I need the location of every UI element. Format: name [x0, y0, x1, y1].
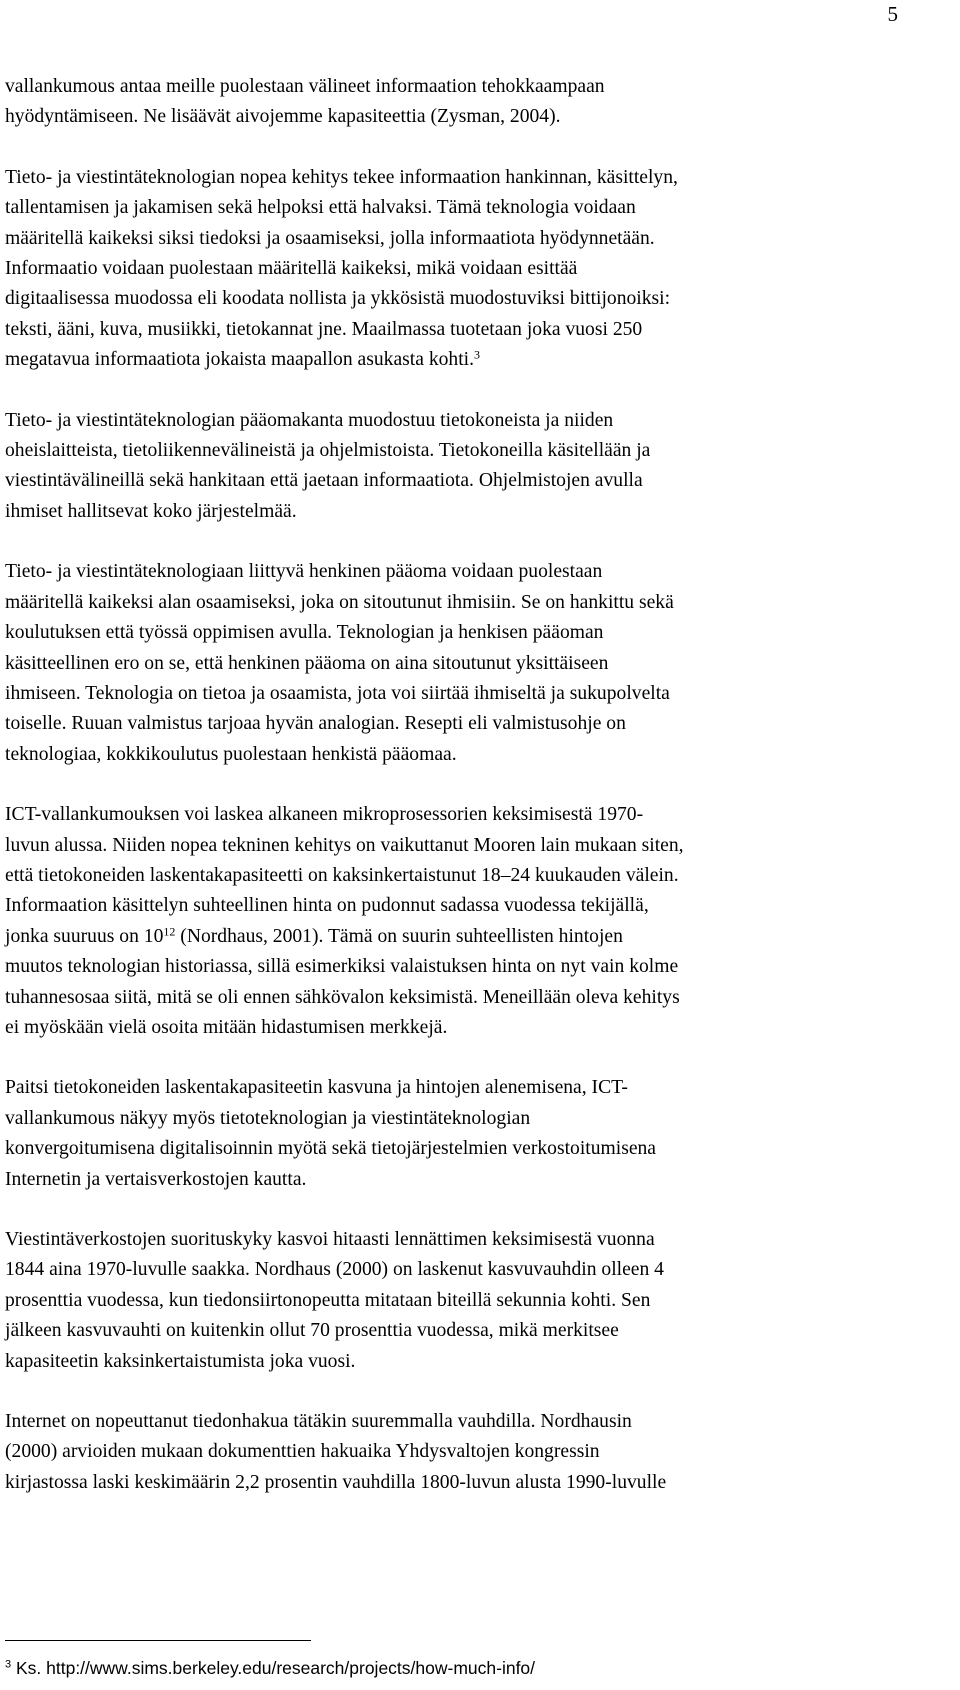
text-line: kirjastossa laski keskimäärin 2,2 prosentin vauhdilla 1800-luvun alusta 1990-luvulle [5, 1471, 667, 1493]
text-line: hyödyntämiseen. Ne lisäävät aivojemme kapasiteettia (Zysman, 2004). [5, 106, 561, 128]
text-line: ICT-vallankumouksen voi laskea alkaneen mikroprosessorien keksimisestä 1970- [5, 804, 644, 826]
text-line: konvergoitumisena digitalisoinnin myötä sekä tietojärjestelmien verkostoitumisena [5, 1138, 657, 1160]
text-line: Informaation käsittelyn suhteellinen hinta on pudonnut sadassa vuodessa tekijällä, [5, 895, 649, 917]
text-line: käsitteellinen ero on se, että henkinen pääoma on aina sitoutunut yksittäiseen [5, 652, 609, 674]
text-line: Internet on nopeuttanut tiedonhakua tätäkin suuremmalla vauhdilla. Nordhausin [5, 1411, 632, 1433]
text-line: luvun alussa. Niiden nopea tekninen kehitys on vaikuttanut Mooren lain mukaan siten, [5, 834, 684, 856]
paragraph-1 [5, 72, 905, 133]
footnote-divider [5, 1640, 311, 1641]
text-line: koulutuksen että työssä oppimisen avulla. Teknologian ja henkisen pääoman [5, 622, 604, 644]
text-line: prosenttia vuodessa, kun tiedonsiirtonopeutta mitataan biteillä sekunnia kohti. Sen [5, 1289, 651, 1311]
text-line: toiselle. Ruuan valmistus tarjoaa hyvän analogian. Resepti eli valmistusohje on [5, 713, 626, 735]
paragraph-3 [5, 406, 905, 528]
text-line-content: (Nordhaus, 2001). Tämä on suurin suhteellisten hintojen [175, 925, 623, 947]
text-line: ihmiseen. Teknologia on tietoa ja osaamista, jota voi siirtää ihmiseltä ja sukupolvelta [5, 682, 670, 704]
paragraph-7 [5, 1225, 905, 1377]
paragraph-4 [5, 557, 905, 770]
text-line: teknologiaa, kokkikoulutus puolestaan henkistä pääomaa. [5, 743, 457, 765]
text-line: kapasiteetin kaksinkertaistumista joka vuosi. [5, 1350, 356, 1372]
text-line: teksti, ääni, kuva, musiikki, tietokannat jne. Maailmassa tuotetaan joka vuosi 250 [5, 318, 643, 340]
text-line: tuhannesosaa siitä, mitä se oli ennen sähkövalon keksimistä. Meneillään oleva kehitys [5, 986, 680, 1008]
text-line: Tieto- ja viestintäteknologiaan liittyvä henkinen pääoma voidaan puolestaan [5, 561, 603, 583]
text-line: vallankumous antaa meille puolestaan välineet informaation tehokkaampaan [5, 76, 605, 97]
text-line: 1844 aina 1970-luvulle saakka. Nordhaus (2000) on laskenut kasvuvauhdin olleen 4 [5, 1259, 664, 1281]
text-line: muutos teknologian historiassa, sillä esimerkiksi valaistuksen hinta on nyt vain kolme [5, 956, 679, 978]
footnote-reference[interactable]: 3 [474, 347, 481, 362]
text-line: määritellä kaikeksi siksi tiedoksi ja osaamiseksi, jolla informaatiota hyödynnetään. [5, 227, 655, 249]
footnote [5, 1656, 535, 1680]
exponent: 12 [163, 924, 176, 939]
text-line: digitaalisessa muodossa eli koodata nollista ja ykkösistä muodostuviksi bittijonoiksi: [5, 288, 671, 310]
text-line: tallentamisen ja jakamisen sekä helpoksi että halvaksi. Tämä teknologia voidaan [5, 197, 636, 219]
text-line: Internetin ja vertaisverkostojen kautta. [5, 1168, 307, 1190]
text-line: että tietokoneiden laskentakapasiteetti on kaksinkertaistunut 18–24 kuukauden välein. [5, 864, 679, 886]
body-text [5, 72, 905, 1528]
text-line-content: jonka suuruus on 10 [5, 925, 164, 947]
text-line: Paitsi tietokoneiden laskentakapasiteetin kasvuna ja hintojen alenemisena, ICT- [5, 1077, 628, 1099]
text-line: Tieto- ja viestintäteknologian nopea kehitys tekee informaation hankinnan, käsittelyn, [5, 166, 678, 188]
text-line [5, 345, 905, 375]
text-line: jälkeen kasvuvauhti on kuitenkin ollut 70 prosenttia vuodessa, mikä merkitsee [5, 1320, 619, 1342]
page-number: 5 [887, 2, 898, 26]
text-line: Informaatio voidaan puolestaan määritellä kaikeksi, mikä voidaan esittää [5, 258, 578, 280]
paragraph-5 [5, 800, 905, 1043]
text-line: Tieto- ja viestintäteknologian pääomakanta muodostuu tietokoneista ja niiden [5, 409, 614, 431]
text-line: oheislaitteista, tietoliikennevälineistä ja ohjelmistoista. Tietokoneilla käsitellään ja [5, 440, 651, 462]
footnote-text[interactable]: Ks. http://www.sims.berkeley.edu/research/projects/how-much-info/ [11, 1658, 536, 1678]
text-line: (2000) arvioiden mukaan dokumenttien hakuaika Yhdysvaltojen kongressin [5, 1441, 600, 1463]
paragraph-6 [5, 1073, 905, 1195]
text-line: määritellä kaikeksi alan osaamiseksi, joka on sitoutunut ihmisiin. Se on hankittu sekä [5, 591, 674, 613]
text-line: vallankumous näkyy myös tietoteknologian ja viestintäteknologian [5, 1107, 531, 1129]
text-line: Viestintäverkostojen suorituskyky kasvoi hitaasti lennättimen keksimisestä vuonna [5, 1229, 655, 1250]
text-line: viestintävälineillä sekä hankitaan että jaetaan informaatiota. Ohjelmistojen avulla [5, 470, 643, 492]
text-line-content: megatavua informaatiota jokaista maapallon asukasta kohti. [5, 349, 475, 371]
text-line [5, 922, 905, 952]
paragraph-8 [5, 1407, 905, 1498]
text-line: ihmiset hallitsevat koko järjestelmää. [5, 500, 297, 522]
text-line: ei myöskään vielä osoita mitään hidastumisen merkkejä. [5, 1016, 448, 1038]
paragraph-2 [5, 163, 905, 376]
footnote-number: 3 [5, 1658, 12, 1671]
